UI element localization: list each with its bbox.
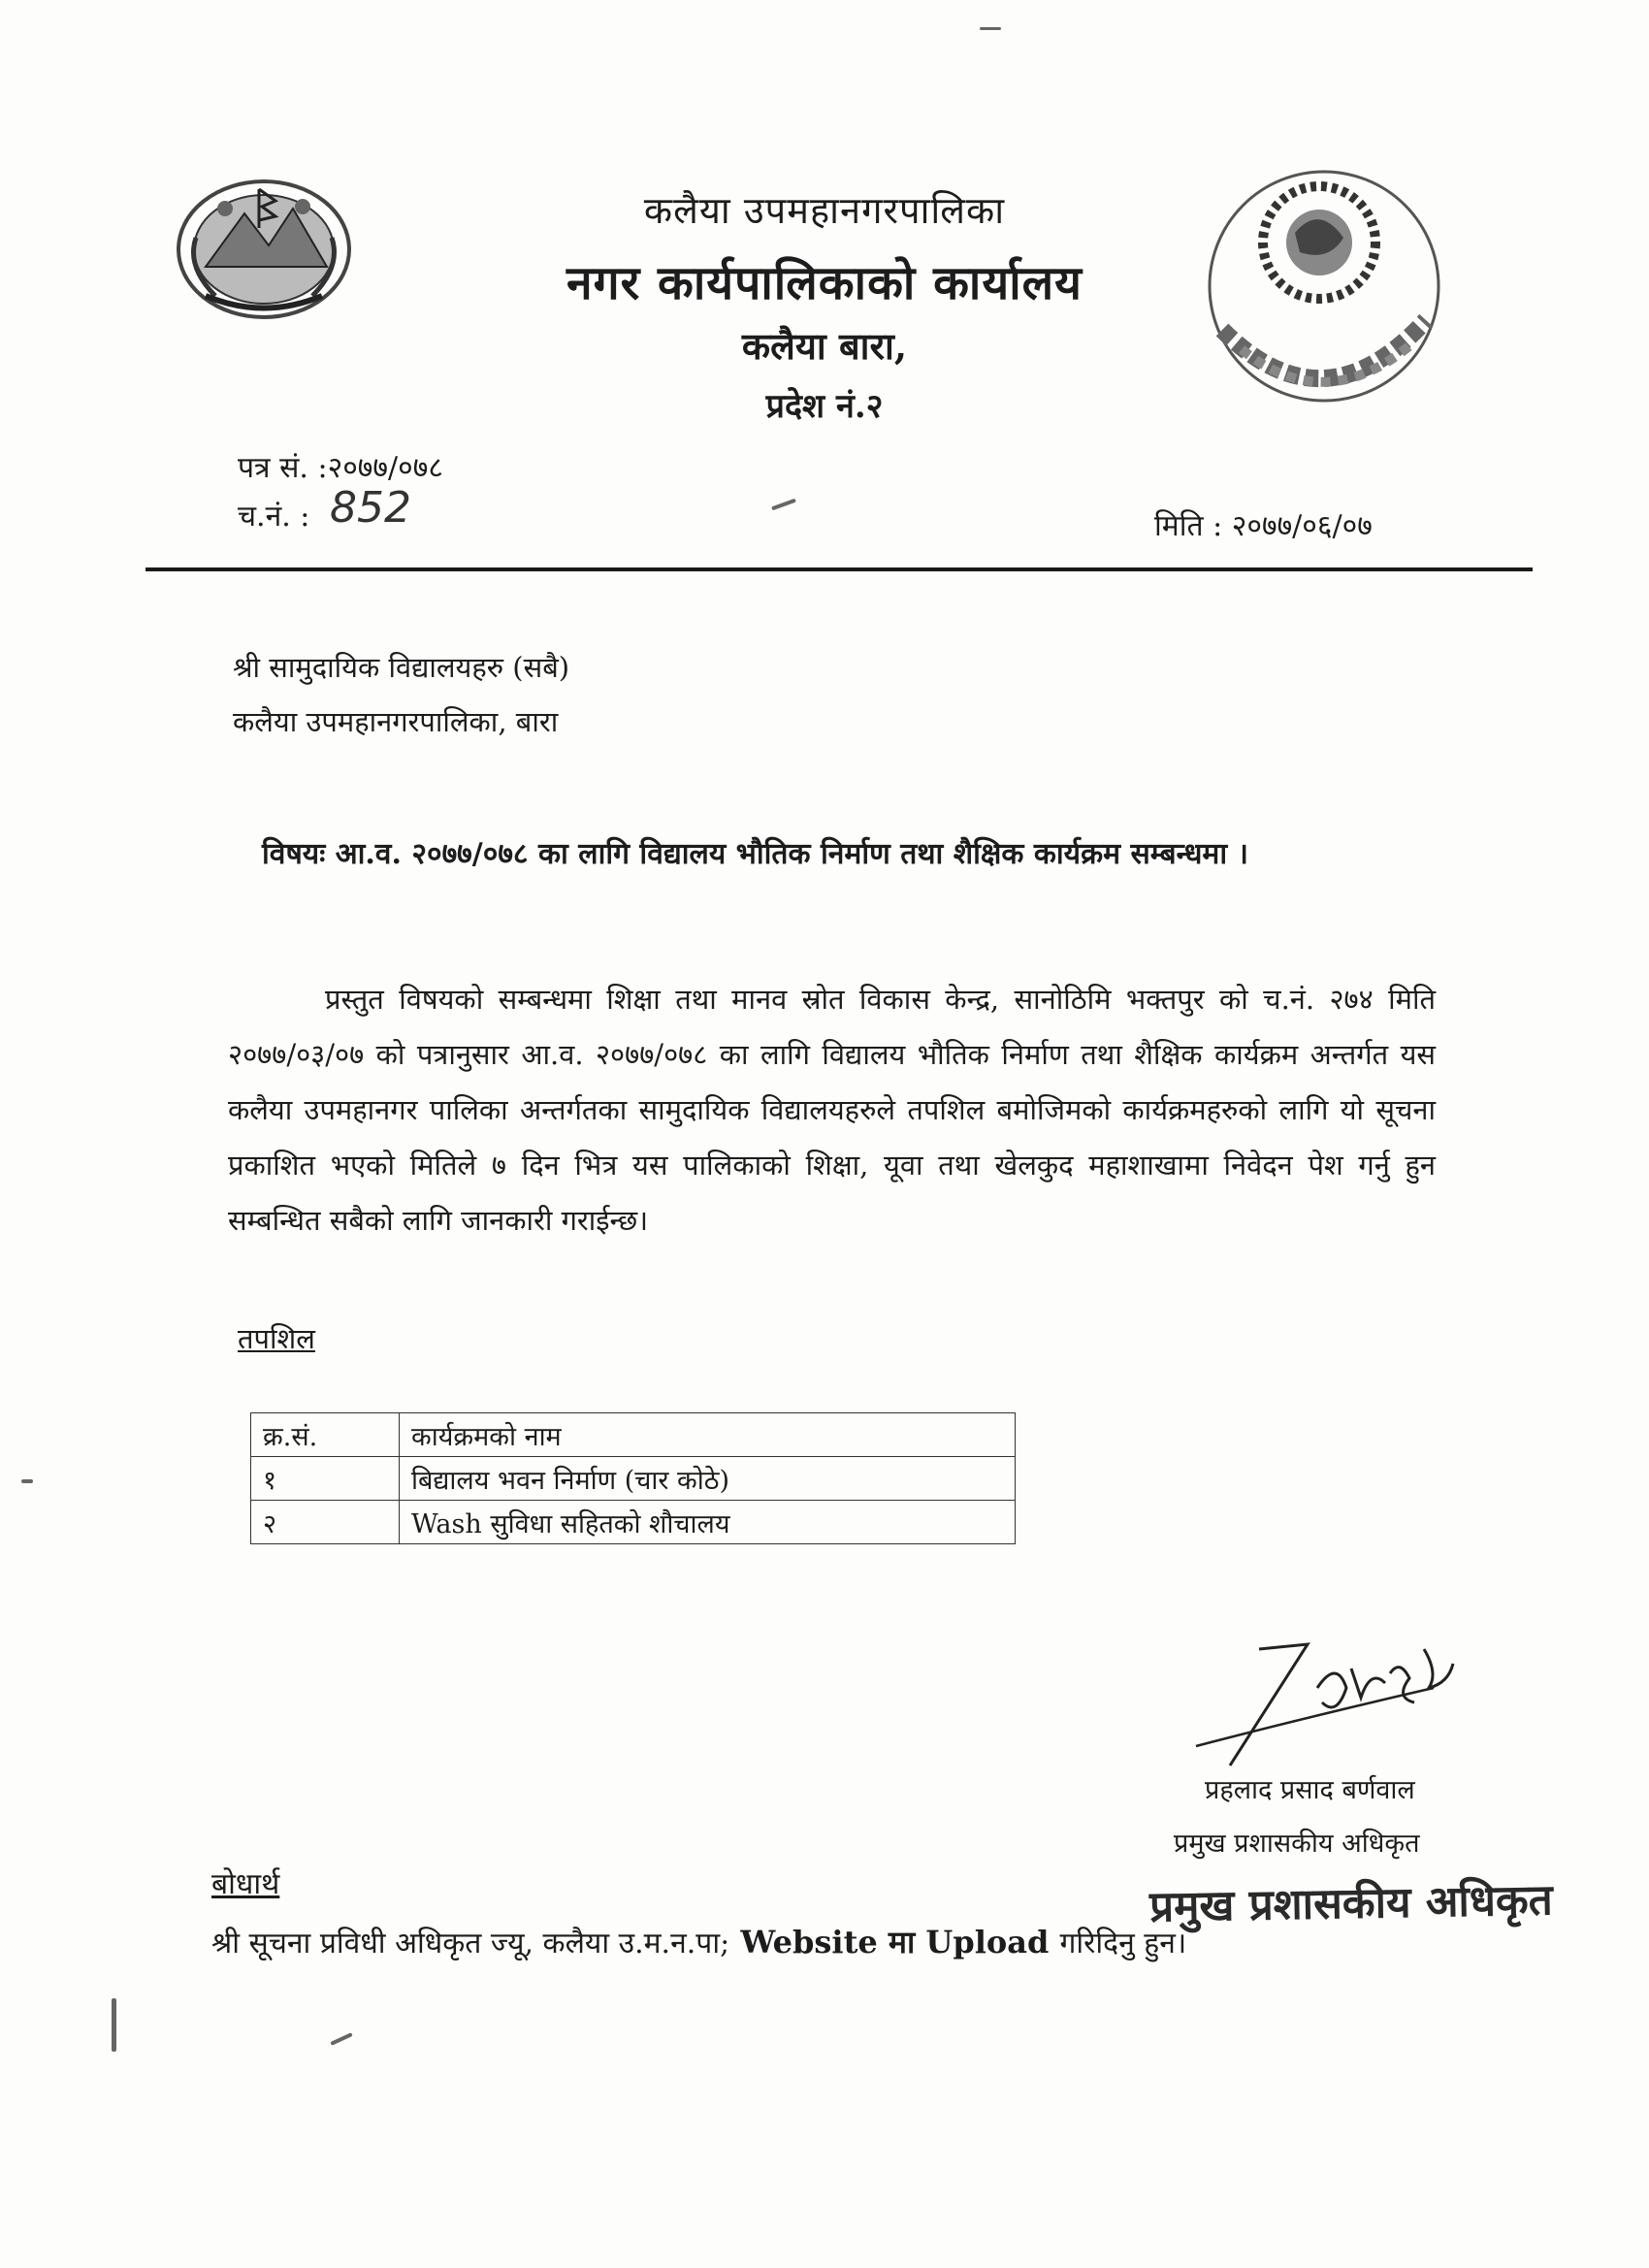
signature-icon bbox=[1191, 1630, 1482, 1775]
scan-speck bbox=[771, 499, 796, 511]
date-label: मिति : bbox=[1154, 509, 1223, 543]
signatory-title: प्रमुख प्रशासकीय अधिकृत bbox=[1174, 1829, 1420, 1859]
office-name: नगर कार्यपालिकाको कार्यालय bbox=[566, 256, 1083, 310]
municipality-name: कलैया उपमहानगरपालिका bbox=[643, 189, 1006, 232]
table-cell: २ bbox=[251, 1501, 400, 1544]
reference-number bbox=[238, 446, 443, 486]
table-header-row bbox=[251, 1413, 1016, 1457]
reference-value: :२०७७/०७८ bbox=[317, 451, 443, 485]
table-row bbox=[251, 1457, 1016, 1501]
recipient-line-2: कलैया उपमहानगरपालिका, बारा bbox=[233, 705, 559, 738]
header-divider bbox=[146, 567, 1533, 571]
table-header-cell: कार्यक्रमको नाम bbox=[400, 1413, 1016, 1457]
table-header-cell: क्र.सं. bbox=[251, 1413, 400, 1457]
details-heading: तपशिल bbox=[238, 1322, 315, 1355]
cc-heading: बोधार्थ bbox=[211, 1867, 280, 1901]
table-cell: Wash सुविधा सहितको शौचालय bbox=[400, 1501, 1016, 1544]
designation-stamp: प्रमुख प्रशासकीय अधिकृत bbox=[1148, 1875, 1554, 1932]
table-cell: बिद्यालय भवन निर्माण (चार कोठे) bbox=[400, 1457, 1016, 1501]
date-value: २०७७/०६/०७ bbox=[1231, 509, 1373, 543]
cc-prefix: श्री सूचना प्रविधी अधिकृत ज्यू, कलैया उ.म.न.पा; bbox=[211, 1927, 730, 1960]
province-name: प्रदेश नं.२ bbox=[765, 387, 884, 426]
scan-speck bbox=[330, 2032, 352, 2046]
cc-suffix: गरिदिनु हुन। bbox=[1059, 1927, 1187, 1960]
scan-speck bbox=[21, 1479, 33, 1483]
dispatch-number-label: च.नं. : bbox=[238, 500, 310, 534]
subject-line: विषयः आ.व. २०७७/०७८ का लागि विद्यालय भौतिक निर्माण तथा शैक्षिक कार्यक्रम सम्बन्धमा । bbox=[262, 837, 1248, 871]
table-cell: १ bbox=[251, 1457, 400, 1501]
recipient-line-1: श्री सामुदायिक विद्यालयहरु (सबै) bbox=[233, 651, 570, 684]
table-row bbox=[251, 1501, 1016, 1544]
body-paragraph: प्रस्तुत विषयको सम्बन्धमा शिक्षा तथा मानव स्रोत विकास केन्द्र, सानोठिमि भक्तपुर को च.नं. २७४ मिति २०७७/०३/०७ को पत्रानुसार आ.व. २०७७/०७८ का लागि विद्यालय भौतिक निर्माण तथा शैक्षिक कार्यक्रम अन्तर्गत यस कलैया उपमहानगर पालिका अन्तर्गतका सामुदायिक विद्यालयहरुले तपशिल बमोजिमको कार्यक्रमहरुको लागि यो सूचना प्रकाशित भएको मितिले ७ दिन भित्र यस पालिकाको शिक्षा, यूवा तथा खेलकुद महाशाखामा निवेदन पेश गर्नु हुन सम्बन्धित सबैको लागि जानकारी गराईन्छ। bbox=[228, 983, 1436, 1237]
scan-speck bbox=[980, 27, 1001, 30]
signatory-name: प्रहलाद प्रसाद बर्णवाल bbox=[1205, 1775, 1415, 1805]
cc-line bbox=[211, 1921, 1186, 1962]
reference-label: पत्र सं. bbox=[238, 451, 308, 485]
letter-date bbox=[1154, 504, 1373, 544]
cc-website-upload: Website मा Upload bbox=[729, 1924, 1060, 1960]
office-address: कलैया बारा, bbox=[741, 324, 908, 368]
scan-speck bbox=[112, 1998, 116, 2052]
dispatch-number-handwritten: 852 bbox=[330, 483, 411, 533]
program-table bbox=[250, 1412, 1016, 1544]
